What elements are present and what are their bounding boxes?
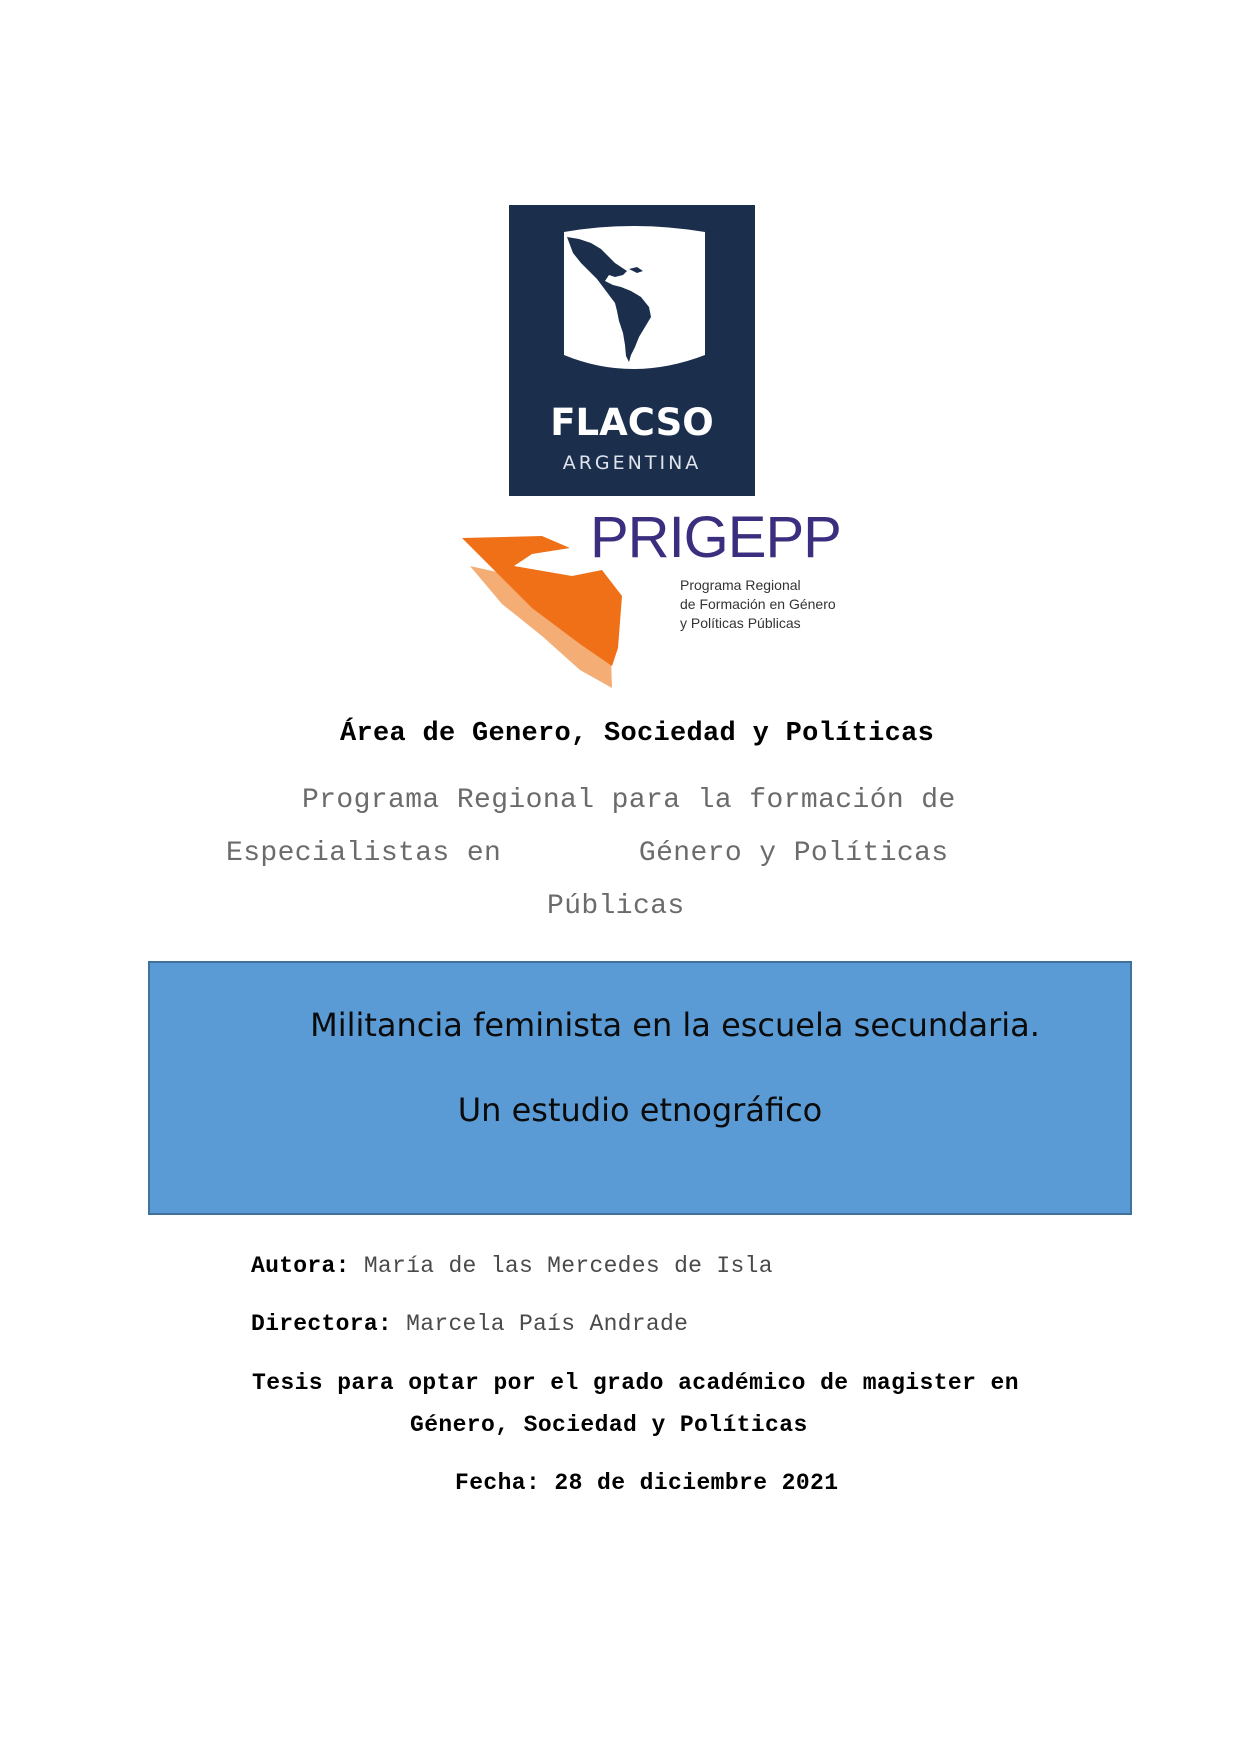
thesis-statement-line-1: Tesis para optar por el grado académico de magister en [252,1370,1019,1396]
prigepp-name: PRIGEPP [590,505,841,570]
date-line: Fecha: 28 de diciembre 2021 [455,1470,839,1496]
thesis-title-line-1: Militancia feminista en la escuela secundaria. [310,1006,1040,1044]
flacso-logo [509,205,755,496]
area-title: Área de Genero, Sociedad y Políticas [340,719,935,749]
flacso-subtitle: ARGENTINA [562,452,702,474]
author-line [251,1253,773,1279]
prigepp-tagline-1: Programa Regional [680,577,801,593]
prigepp-tagline-2: de Formación en Género [680,596,836,612]
author-label: Autora: [251,1253,350,1279]
flacso-name: FLACSO [550,401,714,444]
director-line [251,1311,688,1337]
prigepp-tagline-3: y Políticas Públicas [680,615,801,631]
program-line-2: Especialistas en Género y Políticas [226,838,949,869]
program-line-1: Programa Regional para la formación de [302,785,956,816]
program-line-3: Públicas [547,891,685,922]
thesis-statement-line-2: Género, Sociedad y Políticas [410,1412,808,1438]
director-label: Directora: [251,1311,393,1337]
author-name: María de las Mercedes de Isla [363,1253,773,1279]
thesis-title-box [148,961,1132,1215]
prigepp-logo [462,505,862,690]
director-name: Marcela País Andrade [406,1311,689,1337]
thesis-title-line-2: Un estudio etnográfico [457,1091,823,1129]
